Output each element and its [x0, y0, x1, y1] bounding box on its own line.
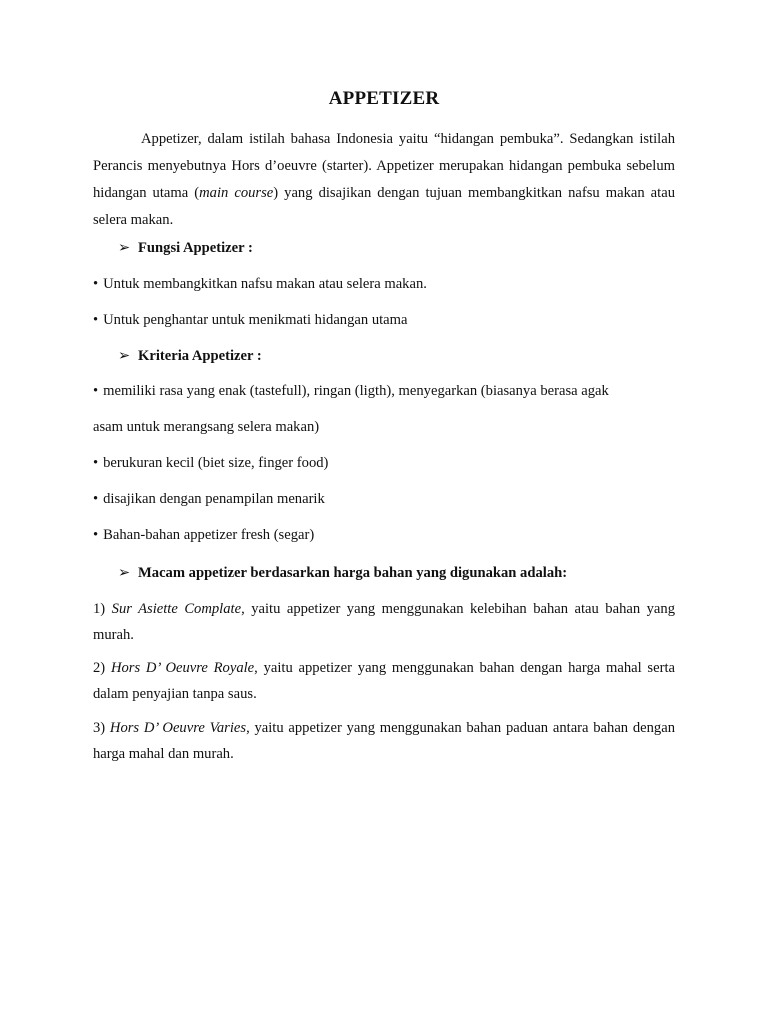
document-title: APPETIZER [328, 88, 440, 109]
item-name: Hors D’ Oeuvre Varies [109, 720, 247, 736]
item-number: 2) [93, 660, 111, 676]
intro-text-part1: Appetizer, dalam istilah bahasa Indonesia yaitu “hidangan pembuka”. Sedangkan istilah Perancis menyebutnya Hors d’oeuvre (starter). Appetizer merupakan hidangan pembuka sebelum hidangan utama ( [93, 131, 675, 201]
intro-paragraph [93, 126, 675, 234]
item-number: 1) [93, 601, 112, 617]
section-heading-kriteria [118, 347, 262, 365]
item-name: Hors D’ Oeuvre Royale [110, 660, 255, 676]
list-item: • Bahan-bahan appetizer fresh (segar) [93, 527, 314, 544]
intro-text-part2: ) yang disajikan dengan tujuan membangkitkan nafsu makan atau selera makan. [93, 185, 675, 228]
list-item-continuation: asam untuk merangsang selera makan) [93, 419, 320, 435]
list-item: • memiliki rasa yang enak (tastefull), ringan (ligth), menyegarkan (biasanya berasa agak [93, 383, 609, 400]
section-heading-label: Macam appetizer berdasarkan harga bahan yang digunakan adalah: [138, 565, 568, 581]
item-description: , yaitu appetizer yang menggunakan bahan paduan antara bahan dengan harga mahal dan murah. [93, 720, 676, 762]
arrow-bullet-icon: ➢ [118, 565, 131, 581]
item-description: , yaitu appetizer yang menggunakan bahan dengan harga mahal serta dalam penyajian tanpa saus. [93, 660, 675, 702]
list-item: • Untuk penghantar untuk menikmati hidangan utama [93, 312, 407, 329]
arrow-bullet-icon: ➢ [118, 348, 131, 364]
list-item: • Untuk membangkitkan nafsu makan atau selera makan. [93, 276, 427, 293]
numbered-item [93, 596, 675, 648]
numbered-item [93, 715, 675, 767]
list-item: • berukuran kecil (biet size, finger food) [93, 455, 328, 472]
section-heading-label: Fungsi Appetizer : [138, 240, 253, 256]
item-number: 3) [93, 720, 110, 736]
section-heading-macam [118, 564, 567, 582]
item-name: Sur Asiette Complate [111, 601, 242, 617]
section-heading-fungsi [118, 239, 253, 257]
arrow-bullet-icon: ➢ [118, 240, 131, 256]
item-description: , yaitu appetizer yang menggunakan kelebihan bahan atau bahan yang murah. [93, 601, 675, 643]
list-item: • disajikan dengan penampilan menarik [93, 491, 325, 508]
section-heading-label: Kriteria Appetizer : [138, 348, 262, 364]
numbered-item [93, 655, 675, 707]
intro-italic-term: main course [199, 185, 274, 201]
